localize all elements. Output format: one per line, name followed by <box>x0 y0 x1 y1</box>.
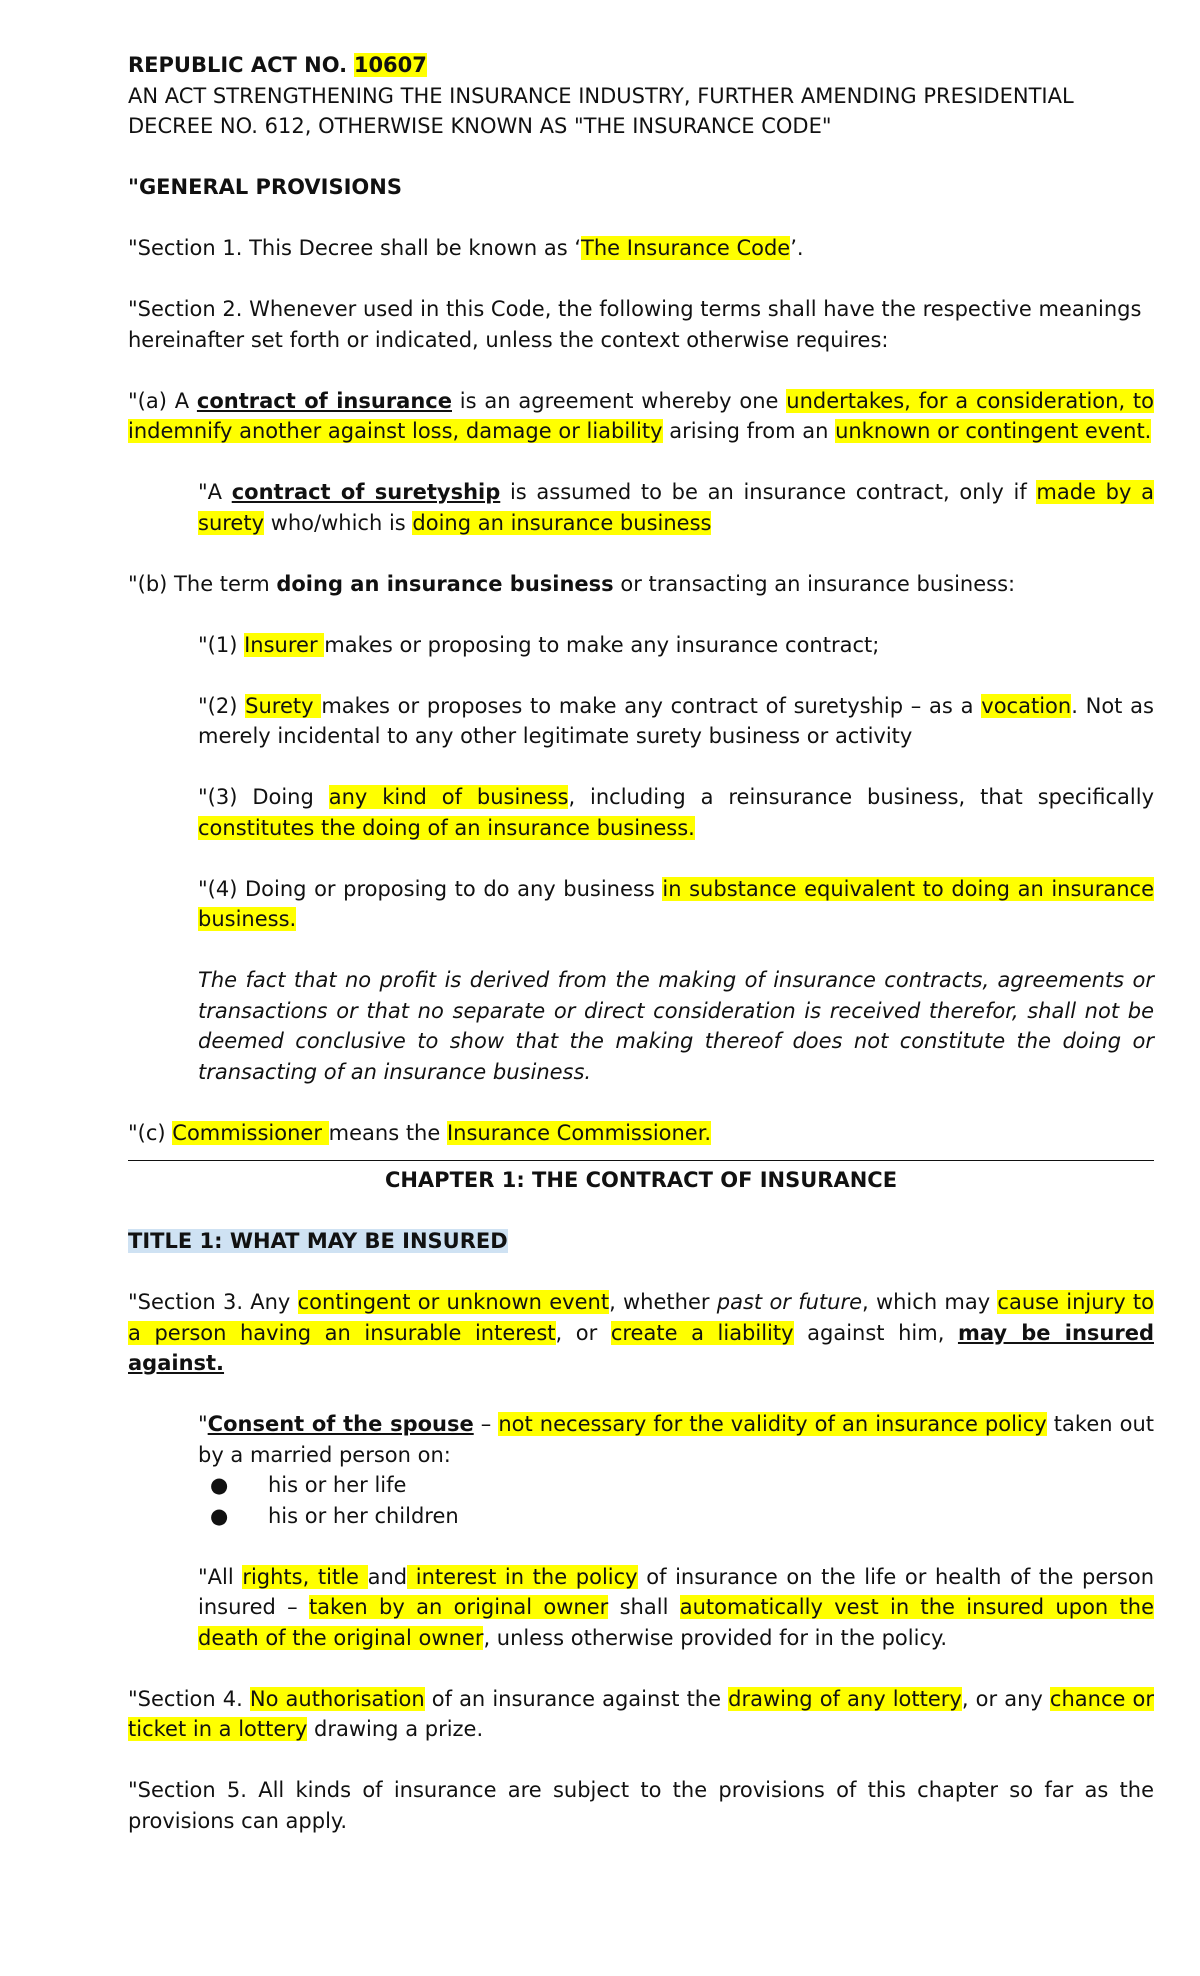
text: "(3) Doing <box>198 785 329 809</box>
horizontal-rule <box>128 1148 1154 1161</box>
text: "A <box>198 480 232 504</box>
text: means the <box>328 1120 447 1145</box>
section-3 <box>128 1287 1154 1379</box>
act-subtitle: AN ACT STRENGTHENING THE INSURANCE INDUSTRY, FURTHER AMENDING PRESIDENTIAL DECREE NO. 612, OTHERWISE KNOWN AS "THE INSURANCE CODE" <box>128 83 1074 138</box>
rights-paragraph <box>198 1562 1154 1654</box>
list-item-text: his or her children <box>268 1503 459 1528</box>
text: "Section 1. This Decree shall be known as ‘ <box>128 236 582 260</box>
text: makes or proposing to make any insurance contract; <box>324 632 880 657</box>
italic-text: past or future <box>716 1290 862 1314</box>
defined-term: Consent of the spouse <box>207 1412 474 1436</box>
list-item-text: his or her life <box>268 1473 407 1497</box>
clause-b-4 <box>198 874 1154 935</box>
title-heading-line <box>128 1226 1154 1257</box>
highlight: any kind of business <box>328 785 569 809</box>
text: "(1) <box>198 632 245 657</box>
text: drawing a prize. <box>307 1717 484 1741</box>
section-2: "Section 2. Whenever used in this Code, the following terms shall have the respective meanings hereinafter set forth or indicated, unless the context otherwise requires: <box>128 297 1142 352</box>
text: and <box>367 1564 408 1589</box>
list-item <box>210 1501 1154 1532</box>
defined-term: contract of insurance <box>196 388 452 413</box>
text: "(4) Doing or proposing to do any business <box>198 876 663 901</box>
clause-b-3 <box>198 782 1154 843</box>
section-1 <box>128 233 1154 264</box>
text: , unless otherwise provided for in the policy. <box>483 1625 948 1650</box>
text: "(c) <box>128 1120 173 1145</box>
highlight: unknown or contingent event. <box>835 419 1152 443</box>
highlight: constitutes the doing of an insurance business. <box>198 815 695 840</box>
highlight: vocation <box>981 693 1072 718</box>
highlight: Commissioner <box>172 1120 329 1145</box>
defined-term: doing an insurance business <box>276 571 614 596</box>
section-4 <box>128 1684 1154 1745</box>
text: . Not as merely incidental to any other legitimate surety business or activity <box>198 693 1154 748</box>
list-item <box>210 1470 1154 1501</box>
consent-paragraph <box>198 1409 1154 1470</box>
text: , or <box>555 1320 611 1345</box>
clause-b <box>128 569 1154 600</box>
highlight: taken by an original owner <box>308 1595 609 1619</box>
bullet-icon: ● <box>210 1473 229 1497</box>
highlight: made by a surety <box>198 480 1154 535</box>
clause-b-1 <box>198 630 1154 661</box>
title-heading: TITLE 1: WHAT MAY BE INSURED <box>128 1229 508 1253</box>
general-provisions-heading: "GENERAL PROVISIONS <box>128 175 402 199</box>
text: of an insurance against the <box>424 1686 729 1711</box>
act-label: REPUBLIC ACT NO. <box>128 53 348 77</box>
text: ’. <box>790 236 804 260</box>
text: , whether <box>609 1290 717 1314</box>
text: arising from an <box>662 419 836 443</box>
highlight: cause injury to a person having an insurable interest <box>128 1290 1154 1345</box>
text: "(a) A <box>128 388 197 413</box>
highlight: create a liability <box>610 1320 794 1345</box>
bullet-list <box>210 1470 1154 1531</box>
act-number: 10607 <box>353 53 427 77</box>
bold-underlined-text: may be insured against. <box>128 1320 1154 1375</box>
highlight: The Insurance Code <box>581 236 791 260</box>
text: is an agreement whereby one <box>452 388 787 413</box>
text: "Section 3. Any <box>128 1290 298 1314</box>
highlight: Insurer <box>244 632 325 657</box>
highlight: contingent or unknown event <box>297 1290 610 1314</box>
text: "(b) The term <box>128 571 277 596</box>
text: makes or proposes to make any contract of suretyship – as a <box>321 693 982 718</box>
highlight: chance or ticket in a lottery <box>128 1686 1154 1741</box>
act-title <box>128 50 1154 81</box>
highlight: not necessary for the validity of an insurance policy <box>498 1412 1047 1436</box>
italic-note: The fact that no profit is derived from the making of insurance contracts, agreements or transactions or that no separate or direct consideration is received therefor, shall not be deemed conclusive to show that the making thereof does not constitute the doing or transacting of an insurance business. <box>198 968 1154 1084</box>
text: , including a reinsurance business, that specifically <box>568 785 1154 809</box>
clause-c <box>128 1118 1154 1149</box>
bullet-icon: ● <box>210 1503 229 1528</box>
highlight: Surety <box>245 693 322 718</box>
text: or transacting an insurance business: <box>613 571 1016 596</box>
text: is assumed to be an insurance contract, only if <box>500 480 1037 504</box>
document-page <box>128 50 1154 1836</box>
text: , or any <box>961 1686 1050 1711</box>
text: "All <box>198 1564 243 1589</box>
highlight: No authorisation <box>249 1686 425 1711</box>
defined-term: contract of suretyship <box>231 480 501 504</box>
text: against him, <box>793 1320 958 1345</box>
text: of insurance on the life or health of the person insured – <box>198 1564 1155 1619</box>
suretyship-paragraph <box>198 477 1154 538</box>
highlight: drawing of any lottery <box>728 1686 962 1711</box>
highlight: doing an insurance business <box>412 510 712 535</box>
text: – <box>473 1412 499 1436</box>
text: shall <box>608 1595 680 1619</box>
text: " <box>198 1412 208 1436</box>
highlight: automatically vest in the insured upon the death of the original owner <box>198 1595 1155 1650</box>
text: who/which is <box>264 510 413 535</box>
highlight: interest in the policy <box>407 1564 638 1589</box>
text: "(2) <box>198 693 246 718</box>
section-5: "Section 5. All kinds of insurance are subject to the provisions of this chapter so far as the provisions can apply. <box>128 1778 1154 1833</box>
clause-b-2 <box>198 691 1154 752</box>
text: "Section 4. <box>128 1686 250 1711</box>
clause-a <box>128 386 1154 447</box>
text: , which may <box>862 1290 998 1314</box>
text: taken out by a married person on: <box>198 1412 1154 1467</box>
highlight: undertakes, for a consideration, to indemnify another against loss, damage or liability <box>128 388 1155 443</box>
chapter-heading: CHAPTER 1: THE CONTRACT OF INSURANCE <box>384 1168 898 1192</box>
highlight: in substance equivalent to doing an insurance business. <box>198 876 1155 931</box>
highlight: Insurance Commissioner. <box>446 1120 712 1145</box>
highlight: rights, title <box>242 1564 368 1589</box>
